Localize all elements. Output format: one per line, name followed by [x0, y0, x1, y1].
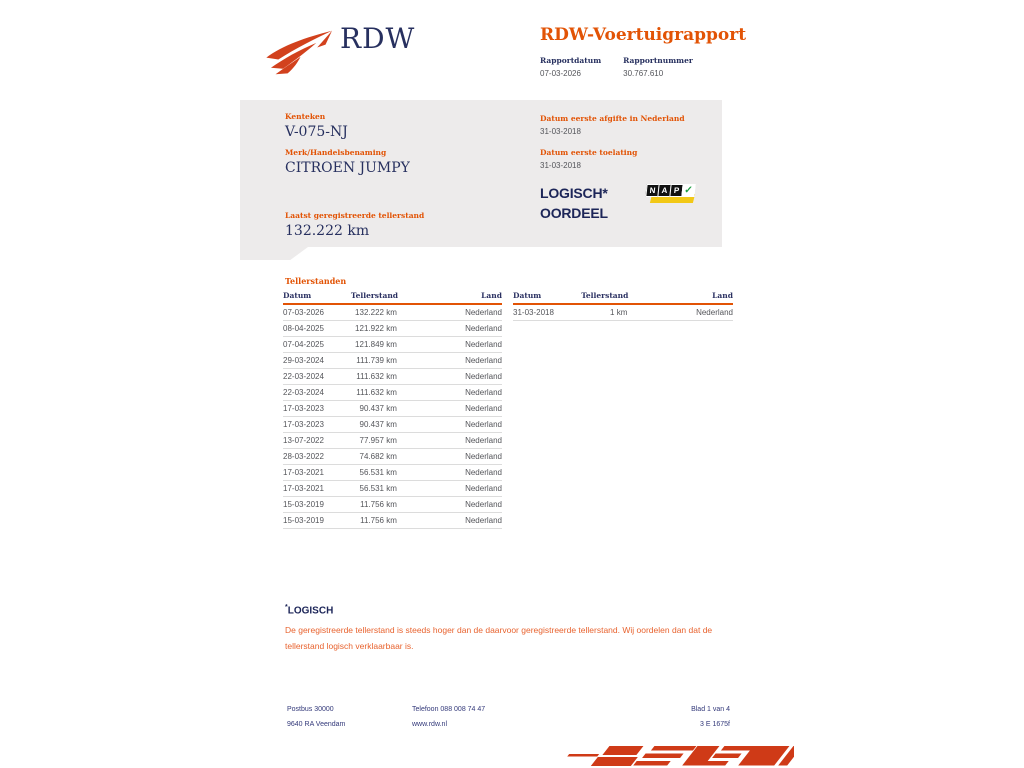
footnote-title — [285, 604, 713, 616]
page-title: RDW-Voertuigrapport — [540, 25, 747, 45]
footnote-text: De geregistreerde tellerstand is steeds hoger dan de daarvoor geregistreerde tellerstand. Wij oordelen dan dat de tellerstand logisch verklaarbaar is. — [285, 625, 713, 652]
merk-value: CITROEN JUMPY — [285, 160, 410, 176]
table-cell: Nederland — [397, 513, 502, 529]
nap-letter-tiles — [646, 184, 694, 197]
tellerstand-value: 132.222 km — [285, 223, 370, 239]
table-cell: Nederland — [397, 465, 502, 481]
table-cell: 07-03-2026 — [283, 304, 351, 321]
table-row — [283, 449, 502, 465]
footer-contact — [412, 702, 485, 732]
oordeel-line2: OORDEEL — [540, 205, 608, 221]
toelating-value: 31-03-2018 — [540, 161, 581, 170]
tellerstand-field — [285, 211, 424, 239]
oordeel-verdict — [540, 183, 608, 223]
afgifte-value: 31-03-2018 — [540, 127, 581, 136]
report-date-label: Rapportdatum — [540, 56, 602, 65]
table-cell: 56.531 km — [351, 481, 397, 497]
toelating-label: Datum eerste toelating — [540, 148, 638, 157]
rdw-logo — [258, 22, 416, 76]
table-cell: Nederland — [397, 304, 502, 321]
footer-address-line2: 9640 RA Veendam — [287, 721, 346, 728]
tellerstanden-table-right — [513, 289, 733, 321]
table-row — [283, 353, 502, 369]
table-cell: 17-03-2021 — [283, 465, 351, 481]
footer-address-line1: Postbus 30000 — [287, 706, 334, 713]
logisch-footnote — [285, 604, 713, 654]
table-cell: 17-03-2023 — [283, 417, 351, 433]
nap-letter-p: P — [669, 184, 683, 197]
report-number-value: 30.767.610 — [623, 69, 664, 78]
table-cell: 90.437 km — [351, 417, 397, 433]
table-cell: 111.632 km — [351, 369, 397, 385]
table-cell: 29-03-2024 — [283, 353, 351, 369]
table-cell: Nederland — [397, 369, 502, 385]
report-date-field — [540, 56, 601, 78]
report-meta — [540, 56, 693, 78]
footer-address — [287, 702, 345, 732]
table-cell: Nederland — [627, 304, 733, 321]
table-cell: Nederland — [397, 481, 502, 497]
footnote-title-text: LOGISCH — [287, 605, 334, 617]
table-row — [283, 497, 502, 513]
footer-form-code: 3 E 1675f — [700, 721, 730, 728]
table-cell: 1 km — [581, 304, 627, 321]
table-cell: 56.531 km — [351, 465, 397, 481]
table-cell: 15-03-2019 — [283, 513, 351, 529]
table-row — [283, 369, 502, 385]
tellerstand-label: Laatst geregistreerde tellerstand — [285, 211, 425, 220]
table-cell: 07-04-2025 — [283, 337, 351, 353]
oordeel-line1: LOGISCH* — [540, 185, 608, 201]
table-cell: 17-03-2021 — [283, 481, 351, 497]
table-cell: Nederland — [397, 433, 502, 449]
table-cell: Nederland — [397, 417, 502, 433]
table-row — [283, 481, 502, 497]
table-row — [283, 417, 502, 433]
table-cell: Nederland — [397, 497, 502, 513]
kenteken-label: Kenteken — [285, 112, 326, 121]
table-header-row — [283, 289, 502, 304]
table-cell: 28-03-2022 — [283, 449, 351, 465]
tellerstanden-table-left — [283, 289, 502, 529]
footer-page-number: Blad 1 van 4 — [691, 706, 730, 713]
speed-stripes-decoration — [544, 744, 794, 768]
table-cell: Nederland — [397, 321, 502, 337]
table-row — [283, 433, 502, 449]
column-header-land: Land — [627, 289, 733, 304]
table-row — [283, 321, 502, 337]
vehicle-summary-panel — [240, 100, 722, 247]
report-number-label: Rapportnummer — [623, 56, 693, 65]
table-cell: 111.632 km — [351, 385, 397, 401]
column-header-datum: Datum — [513, 289, 581, 304]
table-row — [283, 465, 502, 481]
column-header-tellerstand: Tellerstand — [581, 289, 627, 304]
table-cell: 15-03-2019 — [283, 497, 351, 513]
table-cell: 132.222 km — [351, 304, 397, 321]
column-header-datum: Datum — [283, 289, 351, 304]
table-cell: 121.849 km — [351, 337, 397, 353]
table-row — [283, 401, 502, 417]
table-row — [513, 304, 733, 321]
footer-website: www.rdw.nl — [412, 721, 448, 728]
kenteken-field — [285, 112, 348, 140]
rdw-wing-icon — [258, 30, 332, 76]
table-cell: 77.957 km — [351, 433, 397, 449]
table-row — [283, 304, 502, 321]
rdw-logo-text: RDW — [340, 22, 416, 55]
kenteken-value: V-075-NJ — [285, 124, 348, 140]
footnote-marker: * — [285, 604, 288, 611]
panel-tail-decoration — [240, 247, 308, 260]
nap-logo — [646, 183, 696, 207]
nap-letter-n: N — [645, 184, 659, 197]
footer-phone: Telefoon 088 008 74 47 — [412, 706, 486, 713]
table-cell: Nederland — [397, 337, 502, 353]
table-cell: 31-03-2018 — [513, 304, 581, 321]
table-cell: 121.922 km — [351, 321, 397, 337]
table-cell: Nederland — [397, 449, 502, 465]
nap-letter-a: A — [657, 184, 671, 197]
table-cell: 08-04-2025 — [283, 321, 351, 337]
table-row — [283, 513, 502, 529]
footer-page-info — [691, 702, 730, 732]
column-header-tellerstand: Tellerstand — [351, 289, 397, 304]
afgifte-label: Datum eerste afgifte in Nederland — [540, 114, 685, 123]
merk-field — [285, 148, 410, 176]
table-cell: 17-03-2023 — [283, 401, 351, 417]
column-header-land: Land — [397, 289, 502, 304]
merk-label: Merk/Handelsbenaming — [285, 148, 387, 157]
table-cell: Nederland — [397, 353, 502, 369]
report-date-value: 07-03-2026 — [540, 69, 581, 78]
table-cell: 22-03-2024 — [283, 369, 351, 385]
tellerstanden-section-label: Tellerstanden — [285, 276, 347, 286]
table-cell: 111.739 km — [351, 353, 397, 369]
table-row — [283, 385, 502, 401]
table-cell: Nederland — [397, 401, 502, 417]
toelating-field — [540, 148, 637, 170]
nap-check-icon: ✓ — [681, 184, 695, 197]
table-row — [283, 337, 502, 353]
table-cell: 90.437 km — [351, 401, 397, 417]
table-cell: 11.756 km — [351, 513, 397, 529]
table-cell: 22-03-2024 — [283, 385, 351, 401]
table-cell: 74.682 km — [351, 449, 397, 465]
table-cell: 13-07-2022 — [283, 433, 351, 449]
table-header-row — [513, 289, 733, 304]
table-cell: Nederland — [397, 385, 502, 401]
report-number-field — [623, 56, 693, 78]
table-cell: 11.756 km — [351, 497, 397, 513]
afgifte-field — [540, 114, 685, 136]
